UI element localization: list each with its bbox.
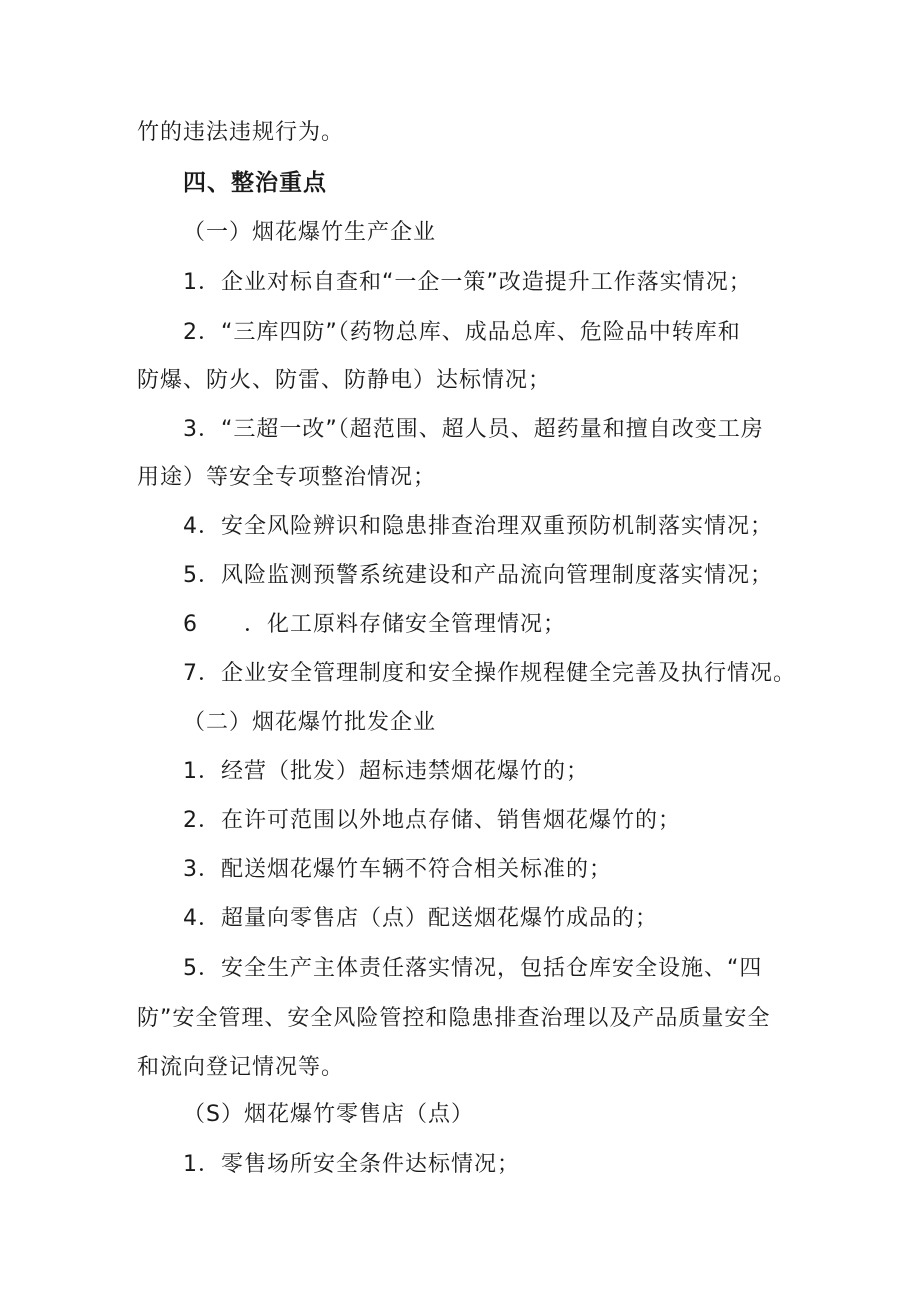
list-item-continuation: 和流向登记情况等。	[137, 1055, 345, 1080]
list-item-continuation: 防爆、防火、防雷、防静电）达标情况；	[137, 368, 552, 393]
list-item: 3．“三超一改”（超范围、超人员、超药量和擅自改变工房	[183, 417, 764, 442]
paragraph-continuation: 竹的违法违规行为。	[137, 120, 345, 145]
section-heading: 四、整治重点	[183, 170, 327, 196]
list-item: 2．在许可范围以外地点存储、销售烟花爆竹的；	[183, 808, 681, 833]
list-item: 2．“三库四防”（药物总库、成品总库、危险品中转库和	[183, 320, 741, 345]
list-item: 7．企业安全管理制度和安全操作规程健全完善及执行情况。	[183, 661, 796, 686]
list-item: 6 ．化工原料存储安全管理情况；	[183, 612, 566, 637]
list-item-continuation: 用途）等安全专项整治情况；	[137, 465, 437, 490]
list-item: 5．风险监测预警系统建设和产品流向管理制度落实情况；	[183, 563, 773, 588]
list-item: 1．经营（批发）超标违禁烟花爆竹的；	[183, 759, 589, 784]
subsection-heading: （S）烟花爆竹零售店（点）	[183, 1102, 474, 1127]
list-item: 3．配送烟花爆竹车辆不符合相关标准的；	[183, 857, 612, 882]
list-item: 4．安全风险辨识和隐患排查治理双重预防机制落实情况；	[183, 514, 773, 539]
list-item: 1．零售场所安全条件达标情况；	[183, 1152, 520, 1177]
list-item: 5．安全生产主体责任落实情况，包括仓库安全设施、“四	[183, 956, 763, 981]
subsection-heading: （一）烟花爆竹生产企业	[183, 220, 437, 245]
subsection-heading: （二）烟花爆竹批发企业	[183, 710, 437, 735]
list-item: 1．企业对标自查和“一企一策”改造提升工作落实情况；	[183, 270, 752, 295]
list-item: 4．超量向零售店（点）配送烟花爆竹成品的；	[183, 906, 658, 931]
list-item-continuation: 防”安全管理、安全风险管控和隐患排查治理以及产品质量安全	[137, 1006, 771, 1031]
